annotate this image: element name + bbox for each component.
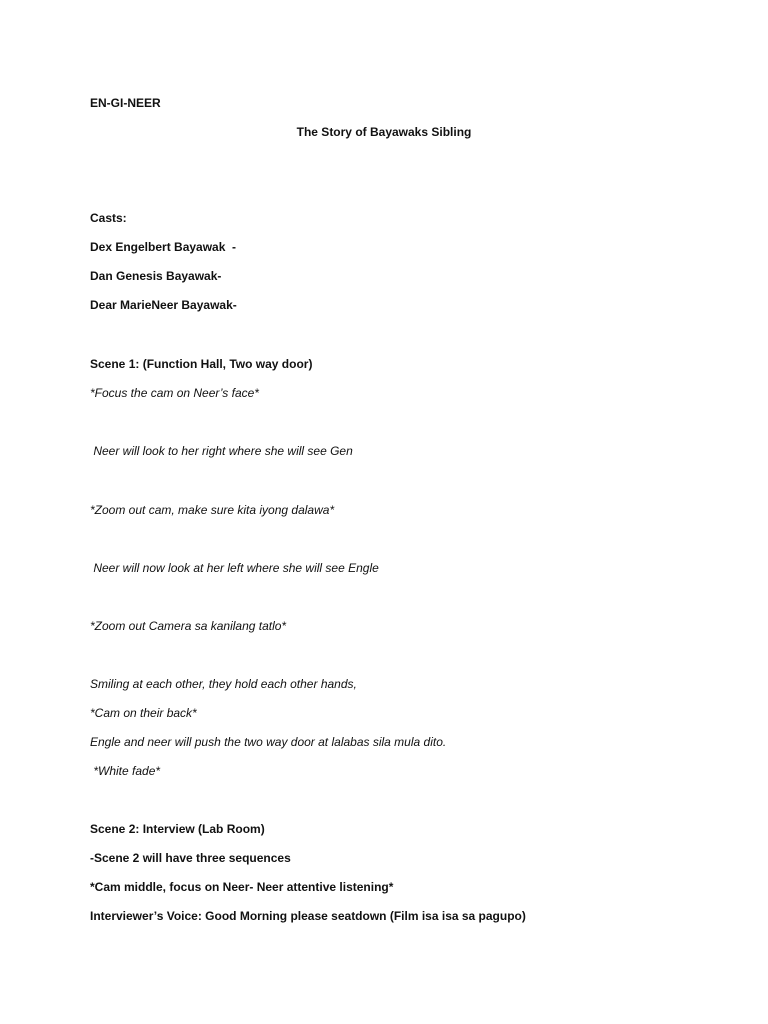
scene2-heading: Scene 2: Interview (Lab Room) — [90, 822, 265, 836]
cast-member: Dex Engelbert Bayawak - — [90, 240, 237, 254]
scene1-line: Neer will look to her right where she will see Gen — [90, 444, 353, 458]
scene1-line: *Zoom out cam, make sure kita iyong dalawa* — [90, 503, 335, 517]
scene2-line: Interviewer’s Voice: Good Morning please seatdown (Film isa isa sa pagupo) — [90, 909, 526, 923]
scene2-line: *Cam middle, focus on Neer- Neer attentive listening* — [90, 880, 394, 894]
cast-member: Dear MarieNeer Bayawak- — [90, 298, 237, 312]
scene1-line: Neer will now look at her left where she will see Engle — [90, 561, 379, 575]
document-code: EN-GI-NEER — [90, 96, 161, 110]
scene2-line: -Scene 2 will have three sequences — [90, 851, 291, 865]
casts-heading: Casts: — [90, 211, 127, 225]
cast-member: Dan Genesis Bayawak- — [90, 269, 222, 283]
scene1-line: *Zoom out Camera sa kanilang tatlo* — [90, 619, 287, 633]
scene1-heading: Scene 1: (Function Hall, Two way door) — [90, 357, 313, 371]
scene1-line: *White fade* — [90, 764, 161, 778]
scene1-line: *Focus the cam on Neer’s face* — [90, 386, 259, 400]
scene1-line: *Cam on their back* — [90, 706, 197, 720]
scene1-line: Smiling at each other, they hold each other hands, — [90, 677, 357, 691]
document-title: The Story of Bayawaks Sibling — [296, 125, 472, 139]
scene1-line: Engle and neer will push the two way door at lalabas sila mula dito. — [90, 735, 447, 749]
